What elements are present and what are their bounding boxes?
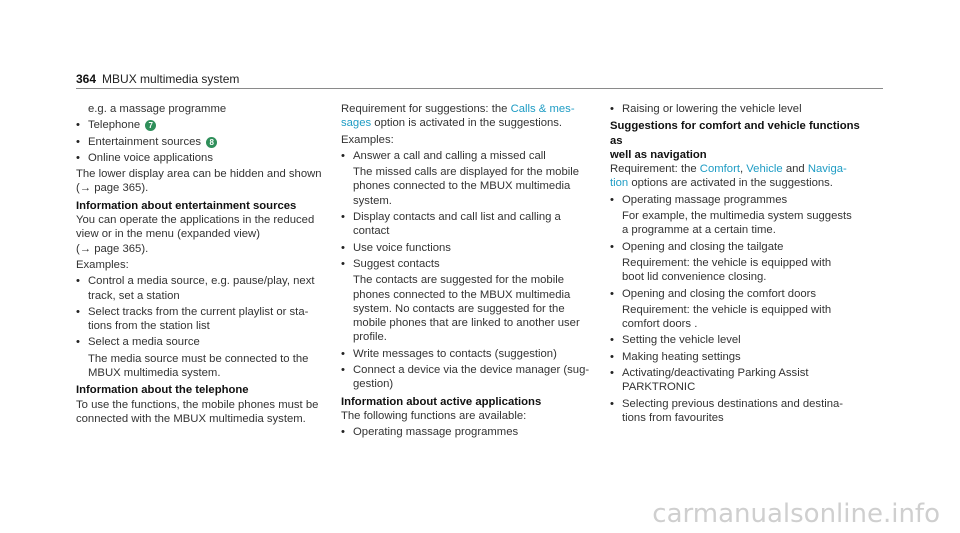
calls-messages-link[interactable]: Calls & mes‐ [510, 103, 575, 115]
list-item: • Control a media source, e.g. pause/play, next track, set a station [76, 274, 336, 303]
paragraph: The following functions are available: [341, 409, 527, 422]
list-item: • Telephone 7 [76, 118, 336, 132]
list-item: • Opening and closing the tailgate [610, 240, 870, 254]
list-item-detail: Requirement: the vehicle is equipped with comfort doors . [622, 303, 832, 331]
list-item: • Suggest contacts [341, 257, 601, 271]
section-heading: Information about the telephone [76, 384, 249, 397]
list-item: • Activating/deactivating Parking Assist PARKTRONIC [610, 366, 870, 395]
requirement-paragraph: Requirement: the Comfort, Vehicle and Naviga‐ tion options are activated in the suggestions. [610, 163, 847, 190]
callout-badge: 7 [145, 120, 156, 131]
list-item-detail: For example, the multimedia system suggests a programme at a certain time. [622, 210, 852, 237]
list-item-detail: The contacts are suggested for the mobile phones connected to the MBUX multimedia system. No contacts are suggested for the mobile phones that are linked to another user profile. [353, 274, 580, 344]
list-item: • Display contacts and call list and calling a contact [341, 210, 601, 239]
list-item-detail: Requirement: the vehicle is equipped with boot lid convenience closing. [622, 256, 832, 284]
navigation-link[interactable]: Naviga‐ [807, 163, 847, 176]
list-item: • Use voice functions [341, 241, 601, 255]
list-item: • Entertainment sources 8 [76, 135, 336, 149]
section-heading: Information about active applications [341, 395, 542, 408]
page-section-title: MBUX multimedia system [102, 72, 240, 86]
continued-text: e.g. a massage programme [88, 103, 227, 115]
list-item-detail: The media source must be connected to the MBUX multimedia system. [88, 352, 309, 380]
examples-label: Examples: [341, 133, 394, 146]
page-header [76, 72, 239, 86]
list-item: • Online voice applications [76, 151, 336, 165]
list-item-detail: The missed calls are displayed for the mobile phones connected to the MBUX multimedia system. [353, 166, 580, 207]
list-item: • Operating massage programmes [610, 193, 870, 207]
list-item: • Select tracks from the current playlist or sta‐ tions from the station list [76, 305, 336, 334]
column-right [610, 102, 870, 427]
requirement-paragraph: Requirement for suggestions: the Calls & mes‐ sages option is activated in the suggestions. [341, 103, 575, 130]
comfort-link[interactable]: Comfort [699, 163, 740, 176]
page-number: 364 [76, 72, 97, 86]
column-middle [341, 102, 601, 442]
examples-label: Examples: [76, 258, 129, 271]
callout-badge: 8 [206, 137, 217, 148]
calls-messages-link-cont[interactable]: sages [341, 117, 372, 130]
list-item: • Opening and closing the comfort doors [610, 287, 870, 301]
list-item: • Setting the vehicle level [610, 333, 870, 347]
section-heading: Information about entertainment sources [76, 199, 297, 212]
list-item: • Raising or lowering the vehicle level [610, 102, 870, 116]
list-item: • Select a media source [76, 335, 336, 349]
list-item: • Connect a device via the device manager (sug‐ gestion) [341, 363, 601, 392]
watermark: carmanualsonline.info [652, 499, 940, 529]
column-left [76, 102, 336, 428]
vehicle-link[interactable]: Vehicle [746, 163, 783, 176]
list-item: • Answer a call and calling a missed call [341, 149, 601, 163]
navigation-link-cont[interactable]: tion [610, 177, 629, 190]
paragraph: You can operate the applications in the reduced view or in the menu (expanded view) (→ page 365). [76, 214, 315, 255]
paragraph: To use the functions, the mobile phones must be connected with the MBUX multimedia system. [76, 398, 319, 425]
paragraph: The lower display area can be hidden and shown (→ page 365). [76, 168, 322, 195]
list-item: • Selecting previous destinations and destina‐ tions from favourites [610, 397, 870, 426]
list-item: • Operating massage programmes [341, 425, 601, 439]
list-item: • Write messages to contacts (suggestion) [341, 347, 601, 361]
section-heading: Suggestions for comfort and vehicle functions as well as navigation [610, 120, 860, 161]
header-divider [76, 88, 883, 89]
list-item: • Making heating settings [610, 350, 870, 364]
